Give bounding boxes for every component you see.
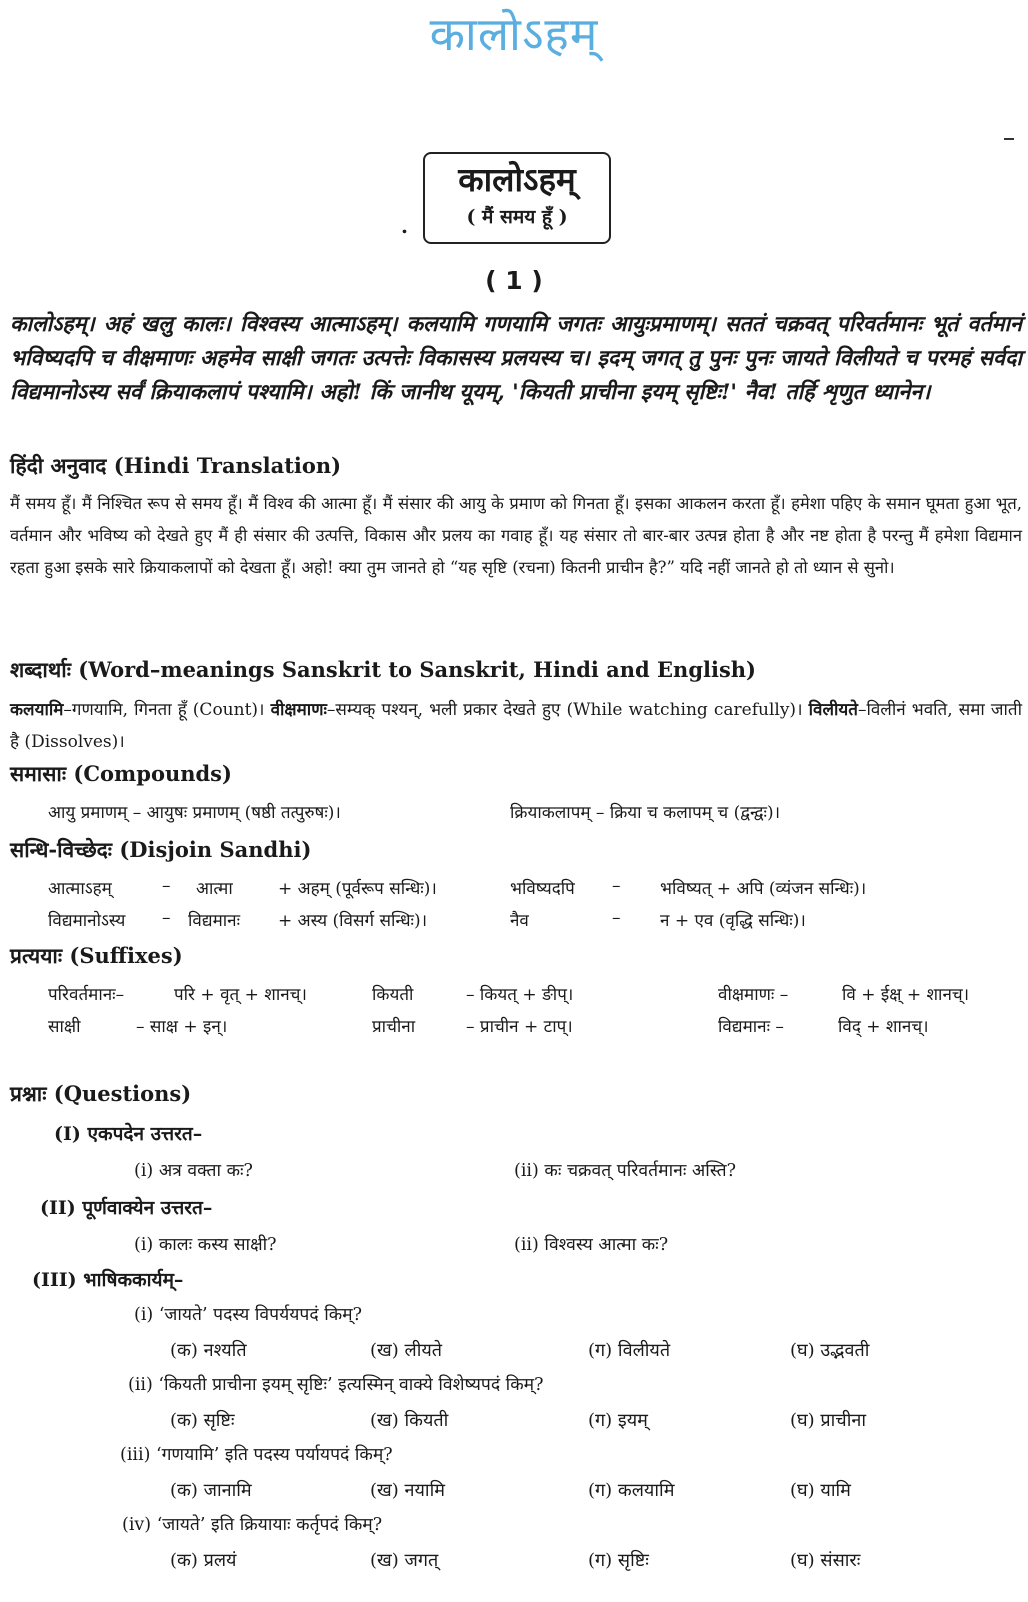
- compound-item: क्रियाकलापम् – क्रिया च कलापम् च (द्वन्द्वः)।: [510, 803, 781, 823]
- question-group-1: (I) एकपदेन उत्तरत–: [54, 1123, 203, 1145]
- word-term: कलयामि: [10, 700, 64, 720]
- sandhi-word: विद्यमानोऽस्य: [48, 911, 126, 931]
- suffixes-heading: [10, 942, 183, 970]
- sandhi-word: भविष्यदपि: [510, 879, 575, 899]
- mcq-question: (iv) ‘जायते’ इति क्रियायाः कर्तृपदं किम्?: [122, 1515, 383, 1535]
- word-meaning: –गणयामि, गिनता हूँ (Count)।: [63, 700, 265, 720]
- sandhi-part: + अस्य (विसर्ग सन्धिः)।: [278, 911, 428, 931]
- sandhi-dash: –: [162, 908, 171, 928]
- heading-english: (Hindi Translation): [113, 453, 342, 478]
- mcq-option: (घ) यामि: [790, 1480, 851, 1501]
- word-meaning: –विलीनं भवति, समा जाती है (Dissolves)।: [10, 700, 1022, 752]
- sandhi-part: आत्मा: [196, 879, 233, 899]
- question-item: (ii) विश्वस्य आत्मा कः?: [514, 1235, 669, 1255]
- mcq-option: (क) सृष्टिः: [170, 1410, 235, 1431]
- mcq-option: (क) नश्यति: [170, 1340, 247, 1361]
- heading-hindi: समासाः: [10, 761, 67, 786]
- word-meanings: [10, 694, 1022, 758]
- question-item: (i) अत्र वक्ता कः?: [134, 1161, 253, 1181]
- mcq-question: (i) ‘जायते’ पदस्य विपर्ययपदं किम्?: [134, 1305, 363, 1325]
- mcq-option: (ख) जगत्: [370, 1550, 439, 1571]
- heading-english: (Suffixes): [69, 943, 183, 968]
- word-term: वीक्षमाणः: [270, 700, 327, 720]
- mcq-option: (ख) कियती: [370, 1410, 449, 1431]
- question-item: (i) कालः कस्य साक्षी?: [134, 1235, 277, 1255]
- word-meaning: –सम्यक् पश्यन्, भली प्रकार देखते हुए (While watching: [326, 700, 708, 720]
- bullet-dot: .: [401, 214, 408, 238]
- heading-hindi: हिंदी अनुवाद: [10, 453, 107, 478]
- heading-hindi: शब्दार्थाः: [10, 657, 71, 682]
- word-meaning: carefully)।: [713, 700, 803, 720]
- heading-english: (Questions): [53, 1081, 192, 1106]
- sandhi-part: भविष्यत् + अपि (व्यंजन सन्धिः)।: [660, 879, 867, 899]
- sandhi-dash: –: [612, 876, 621, 896]
- mcq-option: (ख) नयामि: [370, 1480, 446, 1501]
- suffix-word: कियती: [372, 985, 414, 1005]
- chapter-subtitle: ( मैं समय हूँ ): [466, 206, 568, 228]
- question-group-3: (III) भाषिककार्यम्–: [32, 1269, 184, 1291]
- heading-english: (Disjoin Sandhi): [119, 837, 312, 862]
- mcq-question: (iii) ‘गणयामि’ इति पदस्य पर्यायपदं किम्?: [120, 1445, 393, 1465]
- question-group-2: (II) पूर्णवाक्येन उत्तरत–: [40, 1197, 213, 1219]
- suffix-parts: वि + ईक्ष् + शानच्।: [842, 985, 970, 1005]
- suffix-word: विद्यमानः –: [718, 1017, 784, 1037]
- hindi-translation: मैं समय हूँ। मैं निश्चित रूप से समय हूँ। मैं विश्व की आत्मा हूँ। मैं संसार की आयु के प्रमाण को गिनता हूँ। इसका आकलन करता हूँ। हमेशा पहिए के समान घूमता हुआ भूत, वर्तमान और भविष्य को देखते हुए मैं ही संसार की उत्पत्ति, विकास और प्रलय का गवाह हूँ। यह संसार तो बार-बार उत्पन्न होता है और नष्ट होता है परन्तु मैं हमेशा विद्यमान रहता हुआ इसके सारे क्रियाकलापों को देखता हूँ। अहो! क्या तुम जानते हो “यह सृष्टि (रचना) कितनी प्राचीन है?” यदि नहीं जानते हो तो ध्यान से सुनो।: [10, 494, 1022, 577]
- section-number: ( 1 ): [485, 266, 543, 295]
- compounds-heading: [10, 760, 232, 788]
- sandhi-word: आत्माऽहम्: [48, 879, 112, 899]
- sandhi-part: न + एव (वृद्धि सन्धिः)।: [660, 911, 806, 931]
- heading-hindi: प्रश्नाः: [10, 1081, 47, 1106]
- mcq-option: (ग) सृष्टिः: [588, 1550, 649, 1571]
- chapter-title-box: [423, 152, 611, 244]
- compound-item: आयु प्रमाणम् – आयुषः प्रमाणम् (षष्ठी तत्पुरुषः)।: [48, 803, 341, 823]
- word-meanings-heading: [10, 656, 756, 684]
- word-term: विलीयते: [808, 700, 858, 720]
- hindi-translation-heading: [10, 452, 341, 480]
- question-item: (ii) कः चक्रवत् परिवर्तमानः अस्ति?: [514, 1161, 736, 1181]
- sanskrit-passage: कालोऽहम्। अहं खलु कालः। विश्वस्य आत्माऽहम्। कलयामि गणयामि जगतः आयुःप्रमाणम्। सततं चक्रवत् परिवर्तमानः भूतं वर्तमानं भविष्यदपि च वीक्षमाणः अहमेव साक्षी जगतः उत्पत्तेः विकासस्य प्रलयस्य च। इदम् जगत् तु पुनः पुनः जायते विलीयते च परमहं सर्वदा विद्यमानोऽस्य सर्वं क्रियाकलापं पश्यामि। अहो! किं जानीथ यूयम्, 'कियती प्राचीना इयम् सृष्टिः!' नैव! तर्हि शृणुत ध्यानेन।: [10, 312, 1022, 405]
- suffix-parts: परि + वृत् + शानच्।: [174, 985, 307, 1005]
- suffix-parts: विद् + शानच्।: [838, 1017, 929, 1037]
- heading-english: (Word–meanings Sanskrit to Sanskrit, Hindi and English): [78, 657, 756, 682]
- mcq-option: (ख) लीयते: [370, 1340, 443, 1361]
- suffix-parts: – कियत् + ङीप्।: [466, 985, 574, 1005]
- sandhi-dash: –: [612, 908, 621, 928]
- sandhi-heading: [10, 836, 311, 864]
- suffix-word: प्राचीना: [372, 1017, 416, 1037]
- suffix-parts: – प्राचीन + टाप्।: [466, 1017, 573, 1037]
- sandhi-word: नैव: [510, 911, 529, 931]
- suffix-word: साक्षी: [48, 1017, 81, 1037]
- sandhi-dash: –: [162, 876, 171, 896]
- sandhi-part: विद्यमानः: [188, 911, 241, 931]
- mcq-option: (ग) कलयामि: [588, 1480, 675, 1501]
- questions-heading: [10, 1080, 191, 1108]
- page-title: कालोऽहम्: [429, 7, 599, 61]
- suffix-word: परिवर्तमानः–: [48, 985, 125, 1005]
- mcq-option: (घ) प्राचीना: [790, 1410, 867, 1431]
- sandhi-part: + अहम् (पूर्वरूप सन्धिः)।: [278, 879, 437, 899]
- mcq-question: (ii) ‘कियती प्राचीना इयम् सृष्टिः’ इत्यस्मिन् वाक्ये विशेष्यपदं किम्?: [128, 1375, 544, 1395]
- heading-hindi: सन्धि-विच्छेदः: [10, 837, 113, 862]
- chapter-title: कालोऽहम्: [458, 160, 576, 199]
- suffix-parts: – साक्ष + इन्।: [136, 1017, 228, 1037]
- mcq-option: (घ) संसारः: [790, 1550, 861, 1571]
- mcq-option: (क) प्रलयं: [170, 1550, 237, 1571]
- heading-english: (Compounds): [73, 761, 232, 786]
- mcq-option: (घ) उद्भवती: [790, 1340, 870, 1361]
- heading-hindi: प्रत्ययाः: [10, 943, 63, 968]
- mcq-option: (ग) इयम्: [588, 1410, 648, 1431]
- mcq-option: (क) जानामि: [170, 1480, 252, 1501]
- suffix-word: वीक्षमाणः –: [718, 985, 789, 1005]
- mcq-option: (ग) विलीयते: [588, 1340, 671, 1361]
- margin-mark: [1004, 138, 1014, 140]
